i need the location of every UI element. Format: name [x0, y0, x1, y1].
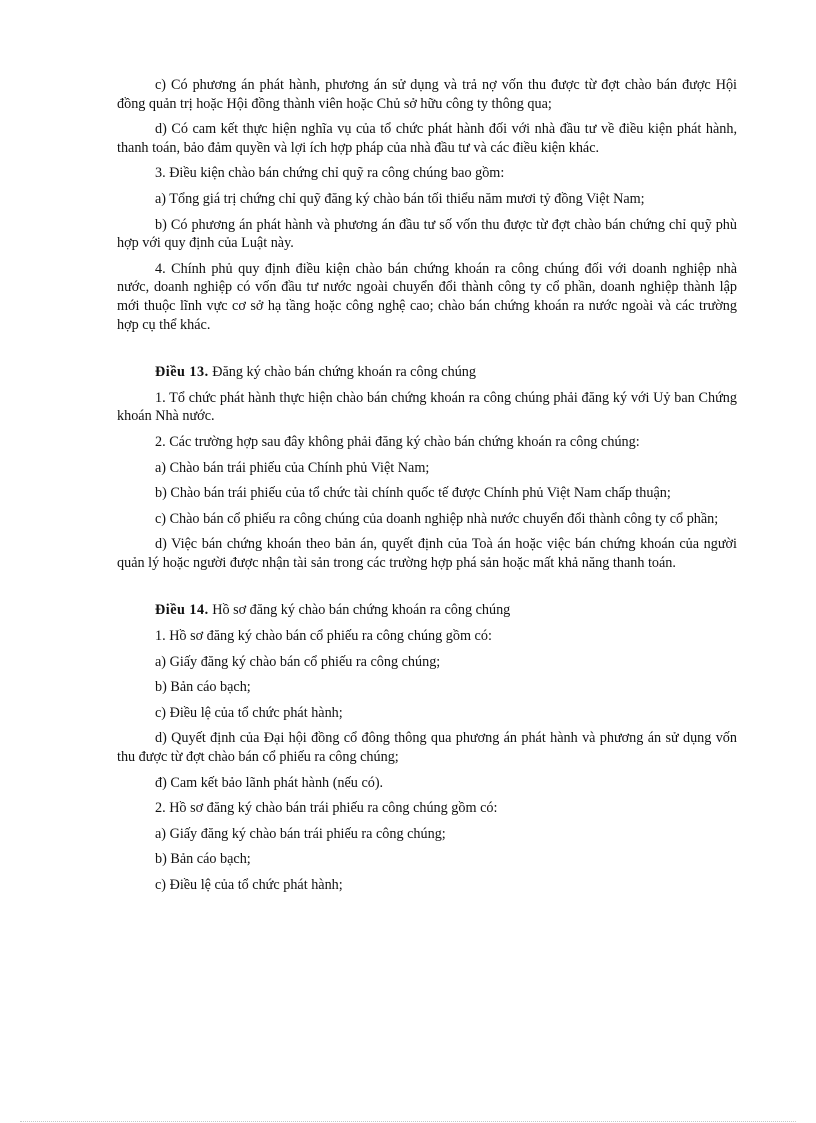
paragraph: a) Giấy đăng ký chào bán cổ phiếu ra công chúng; — [155, 653, 441, 670]
paragraph: d) Có cam kết thực hiện nghĩa vụ của tổ chức phát hành đối với nhà đầu tư về điều kiện phát hành, thanh toán, bảo đảm quyền và lợi ích hợp pháp của nhà đầu tư và các điều kiện khác. — [117, 121, 737, 156]
paragraph: 2. Các trường hợp sau đây không phải đăng ký chào bán chứng khoán ra công chúng: — [155, 433, 640, 450]
paragraph: d) Quyết định của Đại hội đồng cổ đông thông qua phương án phát hành và phương án sử dụng vốn thu được từ đợt chào bán cổ phiếu ra công chúng; — [117, 730, 737, 766]
paragraph: a) Giấy đăng ký chào bán trái phiếu ra công chúng; — [155, 825, 446, 842]
section-gap — [117, 341, 737, 363]
article-13-heading — [117, 363, 737, 382]
paragraph: a) Chào bán trái phiếu của Chính phủ Việt Nam; — [155, 459, 430, 476]
article-14-heading — [117, 601, 737, 620]
paragraph: b) Chào bán trái phiếu của tổ chức tài chính quốc tế được Chính phủ Việt Nam chấp thuận; — [155, 485, 671, 502]
paragraph: 2. Hồ sơ đăng ký chào bán trái phiếu ra công chúng gồm có: — [155, 800, 498, 817]
article-13-title: Đăng ký chào bán chứng khoán ra công chúng — [212, 364, 476, 381]
paragraph: 3. Điều kiện chào bán chứng chỉ quỹ ra công chúng bao gồm: — [155, 165, 505, 182]
document-page — [117, 76, 737, 902]
paragraph: 1. Hồ sơ đăng ký chào bán cổ phiếu ra công chúng gồm có: — [155, 628, 492, 645]
paragraph: b) Bản cáo bạch; — [155, 679, 251, 696]
paragraph: 1. Tổ chức phát hành thực hiện chào bán chứng khoán ra công chúng phải đăng ký với Uỷ ban Chứng khoán Nhà nước. — [117, 389, 737, 425]
section-gap — [117, 579, 737, 601]
article-13-number: Điều 13. — [155, 364, 209, 381]
paragraph: c) Điều lệ của tổ chức phát hành; — [155, 704, 343, 721]
paragraph: a) Tổng giá trị chứng chỉ quỹ đăng ký chào bán tối thiểu năm mươi tỷ đồng Việt Nam; — [155, 190, 645, 207]
paragraph: b) Có phương án phát hành và phương án đầu tư số vốn thu được từ đợt chào bán chứng chỉ quỹ phù hợp với quy định của Luật này. — [117, 216, 737, 252]
paragraph: b) Bản cáo bạch; — [155, 851, 251, 868]
paragraph: 4. Chính phủ quy định điều kiện chào bán chứng khoán ra công chúng đối với doanh nghiệp nhà nước, doanh nghiệp có vốn đầu tư nước ngoài chuyển đổi thành công ty cổ phần, doanh nghiệp thành lập mới thuộc lĩnh vực cơ sở hạ tầng hoặc công nghệ cao; chào bán chứng khoán ra nước ngoài và các trường hợp cụ thể khác. — [117, 260, 737, 333]
paragraph: c) Chào bán cổ phiếu ra công chúng của doanh nghiệp nhà nước chuyển đổi thành công ty cổ phần; — [155, 510, 719, 527]
page-bottom-divider — [20, 1121, 796, 1122]
article-14-title: Hồ sơ đăng ký chào bán chứng khoán ra công chúng — [212, 602, 511, 619]
paragraph: đ) Cam kết bảo lãnh phát hành (nếu có). — [155, 774, 384, 791]
paragraph: c) Có phương án phát hành, phương án sử dụng và trả nợ vốn thu được từ đợt chào bán được Hội đồng quản trị hoặc Hội đồng thành viên hoặc Chủ sở hữu công ty thông qua; — [117, 77, 737, 112]
article-14-number: Điều 14. — [155, 602, 209, 619]
paragraph: d) Việc bán chứng khoán theo bản án, quyết định của Toà án hoặc việc bán chứng khoán của người quản lý hoặc người được nhận tài sản trong các trường hợp phá sản hoặc mất khả năng thanh toán. — [117, 536, 737, 571]
paragraph: c) Điều lệ của tổ chức phát hành; — [155, 877, 343, 893]
